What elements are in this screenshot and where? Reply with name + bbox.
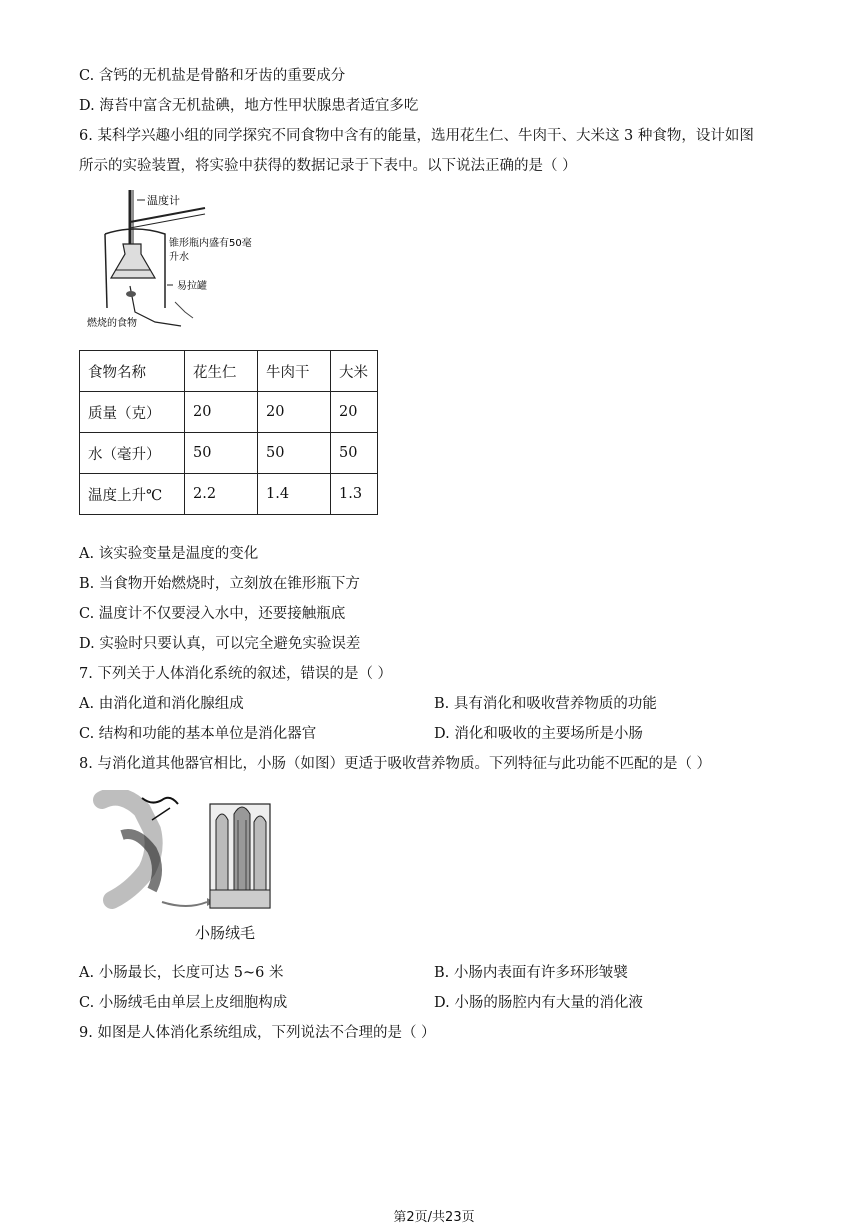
label-burning-food: 燃烧的食物 — [87, 318, 137, 329]
q8-option-b: B. 小肠内表面有许多环形皱襞 — [434, 965, 628, 981]
q6-stem-line1: 6. 某科学兴趣小组的同学探究不同食物中含有的能量，选用花生仁、牛肉干、大米这 3 种食物，设计如图 — [79, 128, 754, 144]
q8-option-a: A. 小肠最长，长度可达 5~6 米 — [79, 965, 284, 981]
label-flask-2: 升水 — [169, 252, 189, 263]
label-flask: 锥形瓶内盛有50毫 — [169, 238, 252, 249]
table-cell: 温度上升℃ — [80, 474, 185, 515]
q8-option-d: D. 小肠的肠腔内有大量的消化液 — [434, 995, 643, 1011]
page-footer: 第2页/共23页 — [393, 1210, 475, 1225]
table-cell: 50 — [258, 433, 331, 474]
label-can: 易拉罐 — [177, 281, 207, 292]
q5-option-d: D. 海苔中富含无机盐碘，地方性甲状腺患者适宜多吃 — [79, 98, 419, 114]
table-cell: 1.3 — [331, 474, 378, 515]
table-cell: 20 — [185, 392, 258, 433]
table-header-cell: 大米 — [331, 351, 378, 392]
table-cell: 20 — [331, 392, 378, 433]
q7-option-a: A. 由消化道和消化腺组成 — [79, 696, 244, 712]
table-header-cell: 食物名称 — [80, 351, 185, 392]
table-header-cell: 牛肉干 — [258, 351, 331, 392]
q9-stem: 9. 如图是人体消化系统组成，下列说法不合理的是（ ） — [79, 1025, 436, 1041]
table-header-row — [80, 351, 378, 392]
q7-option-b: B. 具有消化和吸收营养物质的功能 — [434, 696, 657, 712]
q8-option-c: C. 小肠绒毛由单层上皮细胞构成 — [79, 995, 288, 1011]
table-row — [80, 433, 378, 474]
q6-option-d: D. 实验时只要认真，可以完全避免实验误差 — [79, 636, 361, 652]
q6-option-c: C. 温度计不仅要浸入水中，还要接触瓶底 — [79, 606, 346, 622]
experiment-apparatus-figure — [85, 186, 285, 331]
q8-stem: 8. 与消化道其他器官相比，小肠（如图）更适于吸收营养物质。下列特征与此功能不匹配的是（ ） — [79, 756, 712, 772]
data-table — [79, 350, 378, 515]
figure-caption: 小肠绒毛 — [195, 924, 256, 942]
table-cell: 1.4 — [258, 474, 331, 515]
table-row — [80, 392, 378, 433]
table-cell: 2.2 — [185, 474, 258, 515]
table-cell: 50 — [185, 433, 258, 474]
label-thermometer: 温度计 — [147, 194, 180, 207]
table-cell: 质量（克） — [80, 392, 185, 433]
q7-option-c: C. 结构和功能的基本单位是消化器官 — [79, 726, 317, 742]
q6-option-a: A. 该实验变量是温度的变化 — [79, 546, 259, 562]
q6-stem-line2: 所示的实验装置，将实验中获得的数据记录于下表中。以下说法正确的是（ ） — [79, 158, 577, 174]
table-cell: 50 — [331, 433, 378, 474]
table-cell: 20 — [258, 392, 331, 433]
q7-option-d: D. 消化和吸收的主要场所是小肠 — [434, 726, 643, 742]
q7-stem: 7. 下列关于人体消化系统的叙述，错误的是（ ） — [79, 666, 393, 682]
q6-option-b: B. 当食物开始燃烧时，立刻放在锥形瓶下方 — [79, 576, 360, 592]
table-row — [80, 474, 378, 515]
small-intestine-figure — [92, 790, 282, 920]
table-header-cell: 花生仁 — [185, 351, 258, 392]
q5-option-c: C. 含钙的无机盐是骨骼和牙齿的重要成分 — [79, 68, 346, 84]
table-cell: 水（毫升） — [80, 433, 185, 474]
